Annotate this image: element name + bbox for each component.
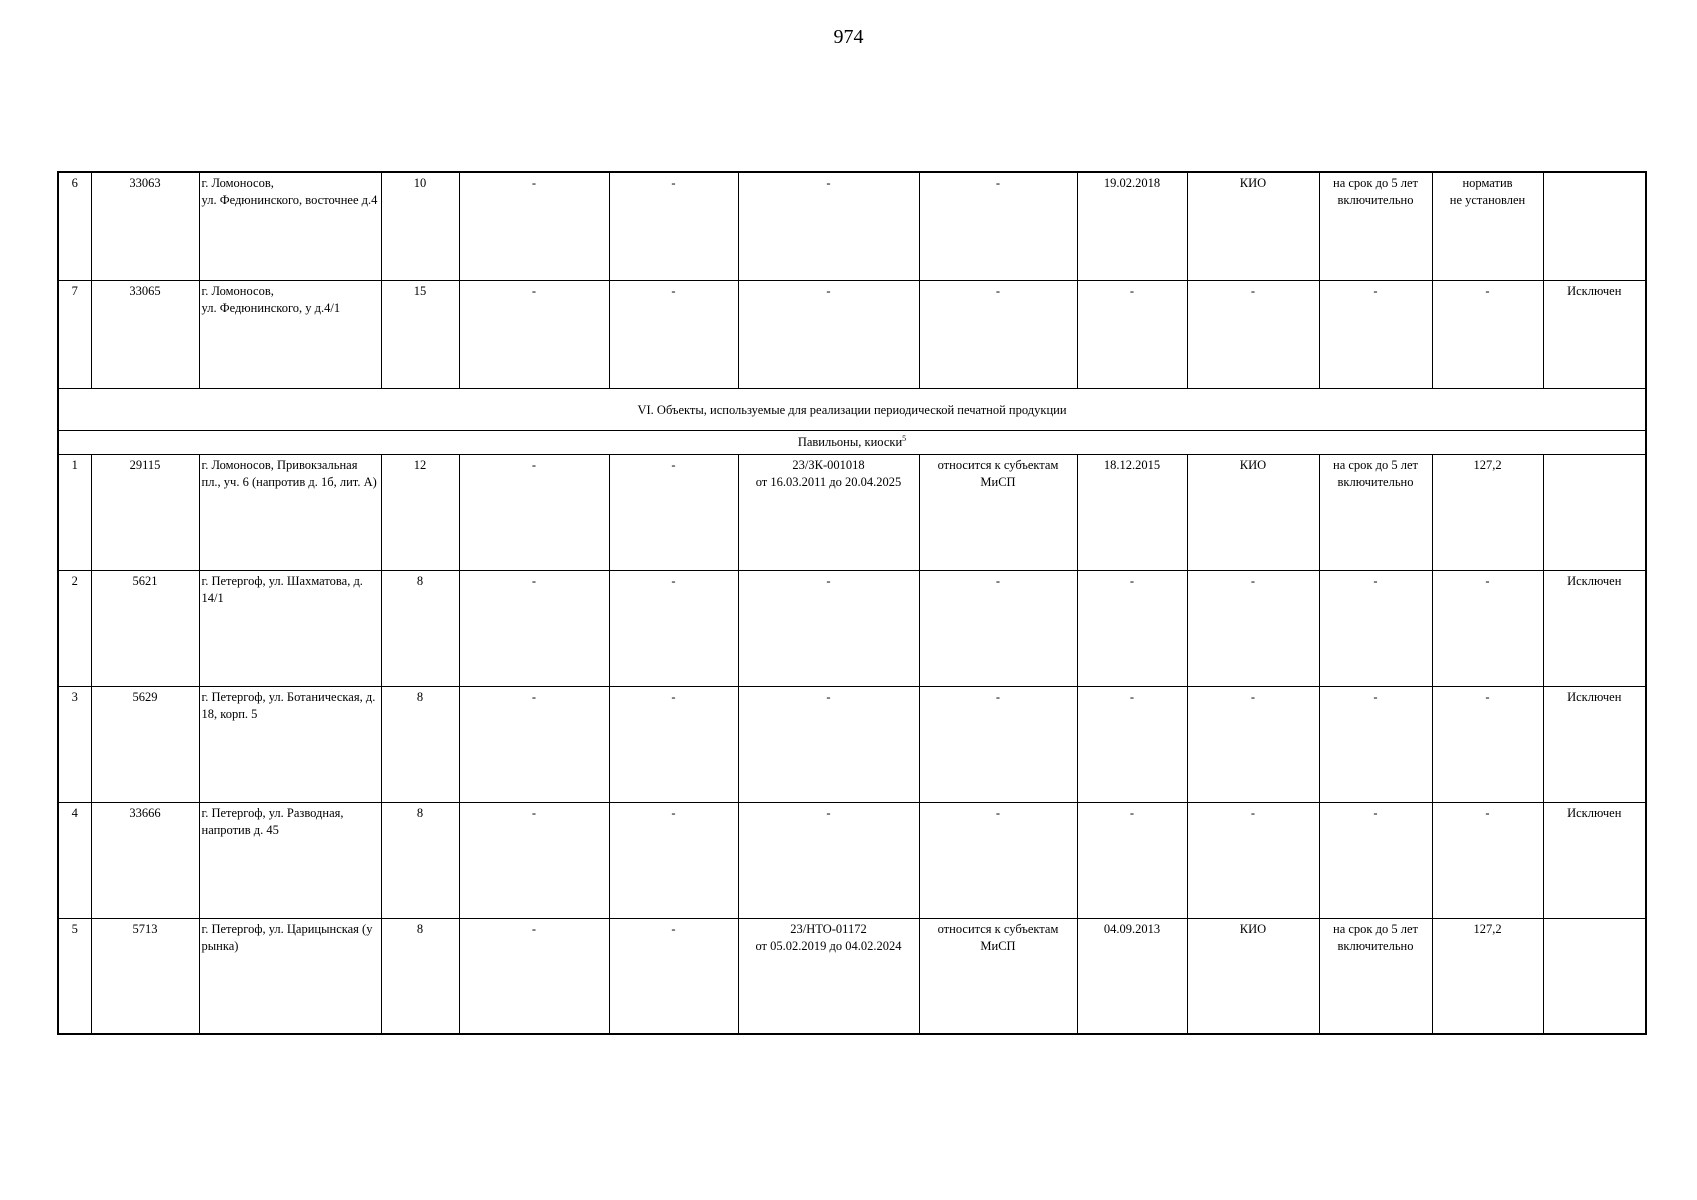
rate-cell: - [1432, 686, 1543, 802]
row-number-cell: 1 [58, 454, 91, 570]
term-cell: - [1319, 686, 1432, 802]
table-row [58, 918, 1646, 1034]
smb-status-cell: - [919, 802, 1077, 918]
table-body-top [58, 172, 1646, 388]
table-body-bottom [58, 454, 1646, 1034]
object-id-cell: 5713 [91, 918, 199, 1034]
rate-cell: - [1432, 570, 1543, 686]
rate-cell: - [1432, 802, 1543, 918]
object-id-cell: 33063 [91, 172, 199, 280]
rate-cell: - [1432, 280, 1543, 388]
smb-status-cell: - [919, 686, 1077, 802]
term-cell: на срок до 5 лет включительно [1319, 454, 1432, 570]
area-cell: 8 [381, 918, 459, 1034]
row-number-cell: 4 [58, 802, 91, 918]
date-cell: - [1077, 570, 1187, 686]
object-id-cell: 33065 [91, 280, 199, 388]
contract-cell: - [738, 802, 919, 918]
row-number-cell: 7 [58, 280, 91, 388]
col5-cell: - [459, 918, 609, 1034]
smb-status-cell: - [919, 172, 1077, 280]
authority-cell: - [1187, 280, 1319, 388]
area-cell: 8 [381, 570, 459, 686]
col6-cell: - [609, 454, 738, 570]
table-row [58, 454, 1646, 570]
row-number-cell: 2 [58, 570, 91, 686]
contract-cell: - [738, 172, 919, 280]
smb-status-cell: - [919, 280, 1077, 388]
address-cell: г. Петергоф, ул. Разводная, напротив д. 45 [199, 802, 381, 918]
date-cell: 04.09.2013 [1077, 918, 1187, 1034]
area-cell: 8 [381, 802, 459, 918]
table-row [58, 570, 1646, 686]
col5-cell: - [459, 570, 609, 686]
status-cell [1543, 918, 1646, 1034]
area-cell: 10 [381, 172, 459, 280]
area-cell: 15 [381, 280, 459, 388]
row-number-cell: 5 [58, 918, 91, 1034]
authority-cell: КИО [1187, 172, 1319, 280]
date-cell: - [1077, 280, 1187, 388]
section-title: VI. Объекты, используемые для реализации периодической печатной продукции [58, 388, 1646, 430]
address-cell: г. Петергоф, ул. Ботаническая, д. 18, корп. 5 [199, 686, 381, 802]
table-row [58, 280, 1646, 388]
address-cell: г. Ломоносов, ул. Федюнинского, восточнее д.4 [199, 172, 381, 280]
status-cell: Исключен [1543, 280, 1646, 388]
contract-cell: - [738, 570, 919, 686]
term-cell: на срок до 5 лет включительно [1319, 918, 1432, 1034]
col6-cell: - [609, 172, 738, 280]
contract-cell: 23/ЗК-001018 от 16.03.2011 до 20.04.2025 [738, 454, 919, 570]
address-cell: г. Ломоносов, Привокзальная пл., уч. 6 (напротив д. 1б, лит. А) [199, 454, 381, 570]
col6-cell: - [609, 918, 738, 1034]
authority-cell: КИО [1187, 918, 1319, 1034]
address-cell: г. Петергоф, ул. Царицынская (у рынка) [199, 918, 381, 1034]
area-cell: 12 [381, 454, 459, 570]
col5-cell: - [459, 686, 609, 802]
authority-cell: КИО [1187, 454, 1319, 570]
status-cell [1543, 172, 1646, 280]
date-cell: 18.12.2015 [1077, 454, 1187, 570]
row-number-cell: 6 [58, 172, 91, 280]
authority-cell: - [1187, 802, 1319, 918]
date-cell: 19.02.2018 [1077, 172, 1187, 280]
term-cell: - [1319, 802, 1432, 918]
date-cell: - [1077, 802, 1187, 918]
col6-cell: - [609, 686, 738, 802]
term-cell: на срок до 5 лет включительно [1319, 172, 1432, 280]
smb-status-cell: относится к субъектам МиСП [919, 454, 1077, 570]
section-header-row [58, 388, 1646, 430]
status-cell: Исключен [1543, 802, 1646, 918]
status-cell: Исключен [1543, 686, 1646, 802]
address-cell: г. Петергоф, ул. Шахматова, д. 14/1 [199, 570, 381, 686]
object-id-cell: 5621 [91, 570, 199, 686]
status-cell: Исключен [1543, 570, 1646, 686]
address-cell: г. Ломоносов, ул. Федюнинского, у д.4/1 [199, 280, 381, 388]
rate-cell: 127,2 [1432, 454, 1543, 570]
row-number-cell: 3 [58, 686, 91, 802]
col5-cell: - [459, 172, 609, 280]
object-id-cell: 33666 [91, 802, 199, 918]
col5-cell: - [459, 802, 609, 918]
subsection-header-row [58, 430, 1646, 454]
contract-cell: - [738, 686, 919, 802]
term-cell: - [1319, 570, 1432, 686]
authority-cell: - [1187, 570, 1319, 686]
registry-table [57, 171, 1647, 1035]
col6-cell: - [609, 570, 738, 686]
smb-status-cell: - [919, 570, 1077, 686]
contract-cell: 23/НТО-01172 от 05.02.2019 до 04.02.2024 [738, 918, 919, 1034]
status-cell [1543, 454, 1646, 570]
table-row [58, 802, 1646, 918]
object-id-cell: 5629 [91, 686, 199, 802]
footnote-marker: 5 [902, 433, 907, 443]
smb-status-cell: относится к субъектам МиСП [919, 918, 1077, 1034]
authority-cell: - [1187, 686, 1319, 802]
rate-cell: 127,2 [1432, 918, 1543, 1034]
area-cell: 8 [381, 686, 459, 802]
page-number: 974 [833, 26, 864, 48]
subsection-cell [58, 430, 1646, 454]
section-body [58, 388, 1646, 454]
term-cell: - [1319, 280, 1432, 388]
object-id-cell: 29115 [91, 454, 199, 570]
subsection-title: Павильоны, киоски [797, 434, 903, 449]
rate-cell: норматив не установлен [1432, 172, 1543, 280]
table-row [58, 686, 1646, 802]
table-row [58, 172, 1646, 280]
col5-cell: - [459, 280, 609, 388]
contract-cell: - [738, 280, 919, 388]
col5-cell: - [459, 454, 609, 570]
col6-cell: - [609, 280, 738, 388]
date-cell: - [1077, 686, 1187, 802]
col6-cell: - [609, 802, 738, 918]
